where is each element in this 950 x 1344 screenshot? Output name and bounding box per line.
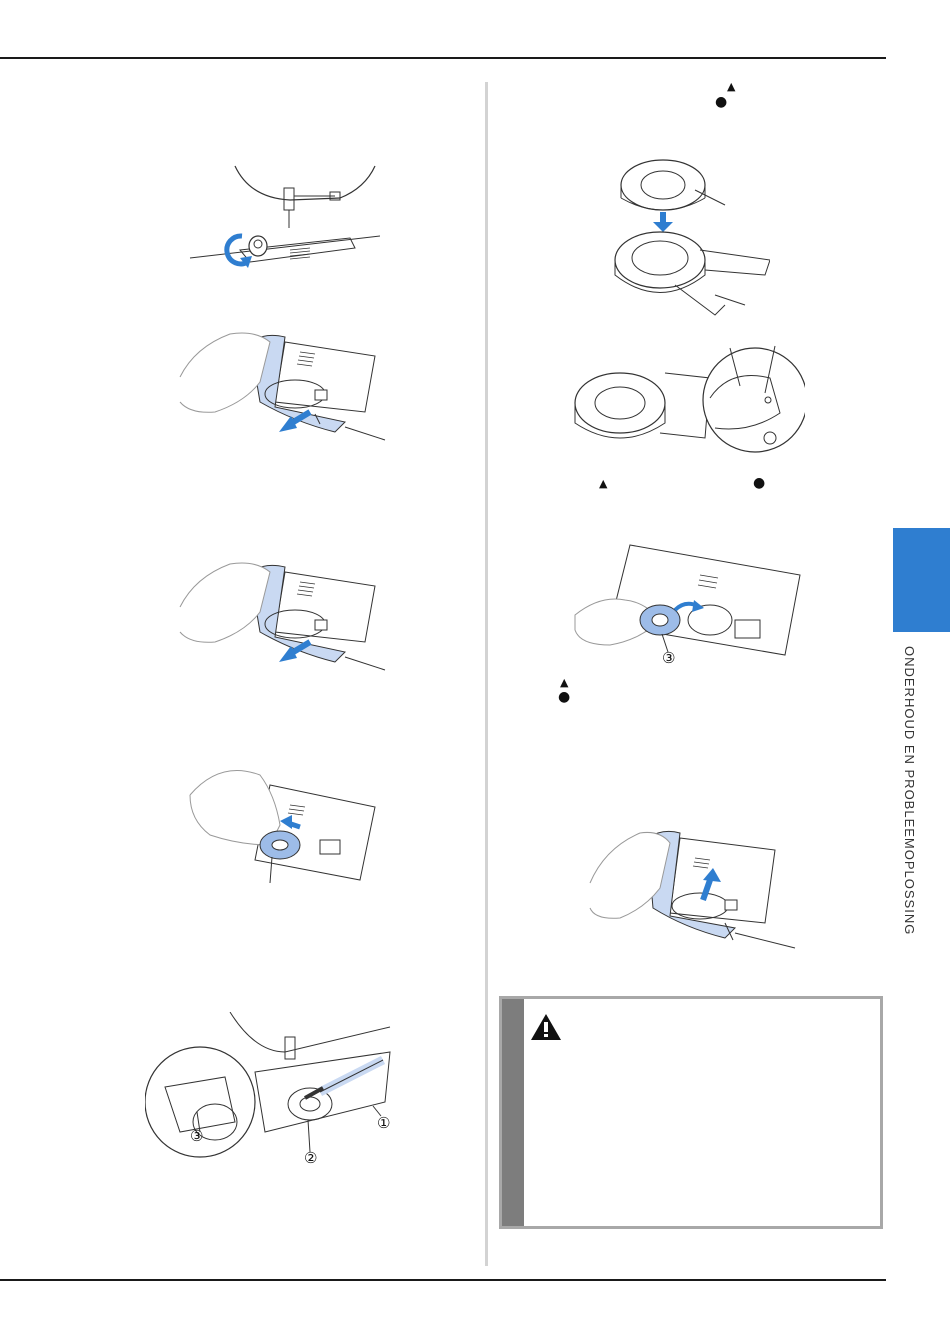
header-rule <box>0 57 886 59</box>
dot-mark: ● <box>753 475 766 491</box>
dot-mark-legend: ● <box>558 689 571 705</box>
callout-1: ① <box>377 1114 391 1132</box>
callout-3: ③ <box>190 1127 204 1145</box>
insert-arrow-icon <box>675 600 704 612</box>
bobbin-case-insert-figure <box>570 540 805 665</box>
cover-reattach-figure <box>585 828 800 953</box>
callout-3-insert: ③ <box>662 649 676 667</box>
triangle-mark-top: ▲ <box>727 80 736 93</box>
caution-bar <box>502 999 524 1226</box>
lift-arrow-icon <box>280 815 300 829</box>
section-label-text: ONDERHOUD EN PROBLEEMOPLOSSING <box>902 646 917 936</box>
brush-icon <box>305 1060 383 1098</box>
triangle-mark-legend: ▲ <box>560 676 569 689</box>
column-divider <box>485 82 488 1266</box>
cover-removal-figure-2 <box>175 560 390 675</box>
footer-rule <box>0 1279 886 1281</box>
section-tab <box>893 528 950 632</box>
dot-mark-top: ● <box>715 94 728 110</box>
bobbin-case-removal-figure <box>180 765 380 885</box>
push-arrow-icon <box>703 868 721 900</box>
triangle-mark: ▲ <box>599 477 608 490</box>
bobbin-case-exploded-figure <box>605 150 770 320</box>
down-arrow-icon <box>653 212 673 232</box>
section-label <box>902 646 932 956</box>
callout-2: ② <box>304 1149 318 1167</box>
needle-plate-screw-figure <box>180 158 380 278</box>
alignment-figure <box>570 338 805 463</box>
screw-icon <box>249 236 267 256</box>
detail-magnifier <box>703 348 805 452</box>
warning-triangle-icon <box>529 1012 563 1042</box>
cover-removal-figure <box>175 322 390 447</box>
cleaning-figure <box>145 1012 395 1162</box>
